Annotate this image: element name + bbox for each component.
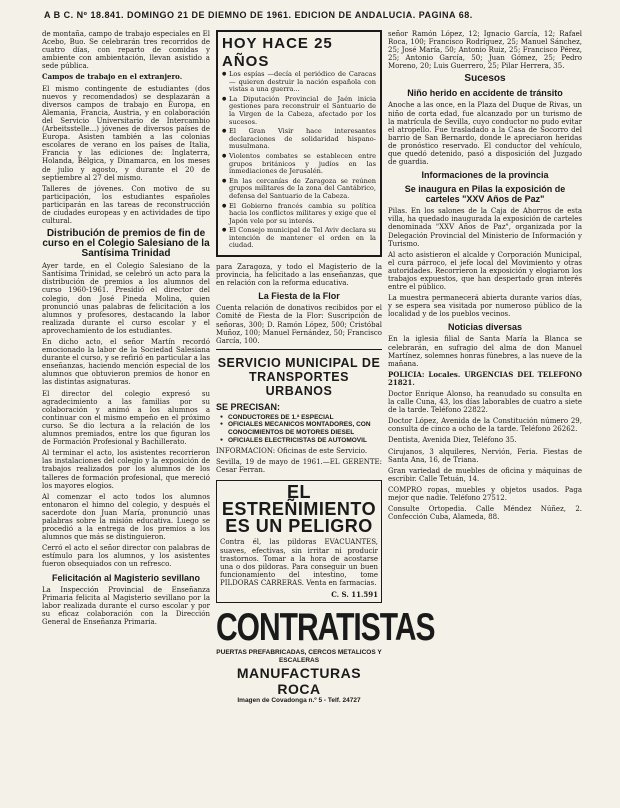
pilas-p3: La muestra permanecerá abierta durante varios días, y se espera sea visitada por numeroso público de la localidad y de los pueblos vecinos. [388,294,582,319]
contratistas-ad [216,606,435,705]
intro-text: de montaña, campo de trabajo especiales en El Acebo, Buo. Se celebrarán tres recorridos de cuatro días, con reparto de comidas y ambiente con ambientación, llevan asistido a sede pública. [42,30,210,71]
noticias-p5: Cirujanos, 3 alquileres, Nervión, Feria. Fiestas de Santa Ana, 16, de Triana. [388,447,582,464]
noticias-p3: Doctor López, Avenida de la Constitución número 29, consulta de cinco a ocho de la tarde. Teléfono 26262. [388,417,582,434]
distribucion-p6: Cerró el acto el señor director con palabras de estímulo para los alumnos, y los asistentes fueron obsequiados con un refresco. [42,544,210,569]
flor-intro: para Zaragoza, y todo el Magisterio de la provincia, ha felicitado a las enseñanzas, que en relación con la reforma educativa. [216,263,382,288]
contratistas-company: MANUFACTURAS ROCA [236,665,362,698]
campos-text: El mismo contingente de estudiantes (dos nuevos y recomendados) se desplazarán a diversos campos de trabajo en Europa, en Alemania, Francia, Austria, y en colaboración del Servicio Universitario de Intercambio (Arbeitsstelle...) jóvenes de diversos países de Europa. Asisten también a las colonias escolares de verano en los países de Italia, Francia y las ediciones de: Inglaterra, Holanda, Bélgica, y Dinamarca, en los meses de julio y agosto, y durante el 20 de septiembre al 27 del mismo. [42,84,210,182]
distribucion-p3: El director del colegio expresó su agradecimiento a las familias por su colaboración y animó a los alumnos a continuar con el mismo empeño en el próximo curso. Se dio lectura a la relación de los alumnos premiados, entre los que figuran los de Formación Profesional y Bachillerato. [42,389,210,447]
transportes-signature: Sevilla, 19 de mayo de 1961.—EL GERENTE: Cesar Ferran. [216,458,382,475]
estrenimiento-title: EL ESTREÑIMIENTO ES UN PELIGRO [221,482,377,537]
noticias-p6: Gran variedad de muebles de oficina y máquinas de escribir. Calle Tetuán, 14. [388,466,582,483]
contratistas-subtitle: PUERTAS PREFABRICADAS, CERCOS METALICOS Y ESCALERAS [216,649,382,665]
felicitacion-headline: Felicitación al Magisterio sevillano [51,572,201,583]
hoy-hace-item: ● El Consejo municipal de Tel Aviv declara su intención de mantener el orden en la ciudad. [222,227,376,250]
hoy-hace-list [222,71,376,250]
donativos-text: señor Ramón López, 12; Ignacio García, 12; Rafael Roca, 100; Francisco Rodríguez, 25; Manuel Sánchez, 25; José María, 50; Antonio Ruiz, 25; Francisco Pérez, 25; Antonio García, 50; Juan Gómez, 25; Pedro Moreno, 20; Luis Guerrero, 25; Pilar Herrera, 35. [388,30,582,71]
transportes-ad [216,356,382,475]
talleres-text: Talleres de jóvenes. Con motivo de su participación, los estudiantes españoles participarán en las tareas de reconstrucción de ciudades europeas y en actividades de tipo cultural. [42,184,210,226]
transportes-info: INFORMACION: Oficinas de este Servicio. [216,447,368,456]
distribucion-p1: Ayer tarde, en el Colegio Salesiano de la Santísima Trinidad, se celebró un acto para la distribución de premios a los alumnos del curso 1960-1961. Presidió el director del colegio, don José Pineda Molina, quien pronunció unas palabras de felicitación a los alumnos y profesores, destacando la labor realizada durante el curso escolar y el aprovechamiento de los estudiantes. [42,262,210,335]
transportes-item: ● CONDUCTORES DE 1.ª ESPECIAL [220,414,382,422]
flor-headline: La Fiesta de la Flor [258,291,340,302]
noticias-p1: En la iglesia filial de Santa María la Blanca se celebrarán, en sufragio del alma de don Manuel Martínez, solemnes honras fúnebres, a las nueve de la mañana. [388,335,582,368]
hoy-hace-item: ● Los espías —decía el periódico de Caracas— quieren destruir la nación española con vistas a una guerra... [222,71,376,94]
transportes-item: ● OFICIALES MECANICOS MONTADORES, CON CONOCIMIENTOS DE MOTORES DIESEL [220,421,382,436]
divider [216,349,382,350]
estrenimiento-ref: C. S. 11.591 [331,590,378,600]
distribucion-p5: Al comenzar el acto todos los alumnos entonaron el himno del colegio, y después el sacerdote don Juan María, pronunció unas palabras sobre la misión educativa. Luego se procedió a la entrega de los premios a los alumnos que más se distinguieron. [42,492,210,542]
estrenimiento-text: Contra él, las pildoras EVACUANTES, suaves, efectivas, sin irritar ni producir trastornos. Tomar a la hora de acostarse una o dos pildoras. Para conseguir un buen funcionamiento del intestino, tome PILDORAS CARRERAS. Venta en farmacias. [220,538,378,587]
hoy-hace-item: ● El Gran Visir hace interesantes declaraciones de solidaridad hispano-musulmana. [222,128,376,151]
transportes-title: SERVICIO MUNICIPAL DE TRANSPORTES URBANOS [217,355,381,398]
hoy-hace-item: ● En las cercanías de Zaragoza se reúnen grupos militares de la zona del Cantábrico, defensa del Santuario de la Cabeza. [222,178,376,201]
felicitacion-text: La Inspección Provincial de Enseñanza Primaria felicita al Magisterio sevillano por la labor realizada durante el curso escolar y por su eficaz colaboración con la Dirección General de Enseñanza Primaria. [42,585,210,626]
transportes-item: ● OFICIALES ELECTRICISTAS DE AUTOMOVIL [220,437,382,445]
hoy-hace-title: HOY HACE 25 AÑOS [222,35,333,70]
column-middle [216,30,435,800]
transportes-list [216,414,382,444]
pilas-p1: Pilas. En los salones de la Caja de Ahorros de esta villa, ha quedado inaugurada la exposición de carteles denominada "XXV Años de Paz", organizada por la Delegación Provincial del Ministerio de Información y Turismo. [388,207,582,248]
hoy-hace-box [216,30,382,257]
column-right [388,30,582,800]
column-left [42,30,210,800]
contratistas-title: CONTRATISTAS [216,606,435,650]
distribucion-p4: Al terminar el acto, los asistentes recorrieron las instalaciones del colegio y la exposición de trabajos realizados por los alumnos de los talleres de formación profesional, que mereció los mayores elogios. [42,449,210,490]
pilas-headline: Se inaugura en Pilas la exposición de carteles "XXV Años de Paz" [404,184,566,205]
distribucion-headline: Distribución de premios de fin de curso en el Colegio Salesiano de la Santísima Trinidad [42,228,210,260]
page-header: A B C. Nº 18.841. DOMINGO 21 DE DIEMNO DE 1961. EDICION DE ANDALUCIA. PAGINA 68. [44,10,473,20]
hoy-hace-item: ● El Gobierno francés cambia su política hacia los conflictos militares y exige que el Japón vele por su interés. [222,203,376,226]
transportes-subtitle: SE PRECISAN: [216,401,281,412]
pilas-p2: Al acto asistieron el alcalde y Corporación Municipal, el cura párroco, el jefe local del Movimiento y otras autoridades. Recorrieron la exposición y elogiaron los trabajos expuestos, que han despertado gran interés entre el público. [388,250,582,292]
provincia-headline: Informaciones de la provincia [421,170,549,181]
estrenimiento-ad [216,480,382,603]
noticias-p7: COMPRO ropas, muebles y objetos usados. Paga mejor que nadie. Teléfono 27512. [388,485,582,503]
noticias-p2: Doctor Enrique Alonso, ha reanudado su consulta en la calle Cuna, 43, los días laborables de cuatro a siete de la tarde. Teléfono 22822. [388,390,582,415]
nino-headline: Niño herido en accidente de tránsito [407,88,563,99]
noticias-p4: Dentista, Avenida Diez, Teléfono 35. [388,436,517,445]
nino-text: Anoche a las once, en la Plaza del Duque de Rivas, un niño de corta edad, fue alcanzado por un turismo de la matrícula de Sevilla, cuyo conductor no pudo evitar el atropello. Fue trasladado a la Casa de Socorro del barrio de San Bernardo, donde le apreciaron heridas de pronóstico reservado. El conductor del vehículo, que quedó detenido, pasó a disposición del Juzgado de guardia. [388,101,582,167]
contratistas-address: Imagen de Covadonga n.º 5 - Telf. 24727 [237,697,361,705]
sucesos-headline: Sucesos [464,73,506,85]
policia-text: POLICIA: Locales. URGENCIAS DEL TELEFONO 21821. [388,369,582,387]
distribucion-p2: En dicho acto, el señor Martín recordó emocionado la labor de la Sociedad Salesiana durante el curso, y se refirió en particular a las enseñanzas, haciendo mención especial de los alumnos que obtuvieron premios de honor en las distintas asignaturas. [42,338,210,387]
campos-title: Campos de trabajo en el extranjero. [42,72,183,82]
noticias-p8: Consulte Ortopedia. Calle Méndez Núñez, 2. Confección Cuba, Alameda, 88. [388,505,582,522]
noticias-headline: Noticias diversas [447,322,523,333]
flor-text: Cuenta relación de donativos recibidos por el Comité de Fiesta de la Flor: Suscripción de señoras, 300; D. Ramón López, 500; Cristóbal Muñoz, 100; Manuel Fernández, 50; Francisco García, 100. [216,304,382,345]
hoy-hace-item: ● La Diputación Provincial de Jaén inicia gestiones para reconstruir el Santuario de la Virgen de la Cabeza, afectado por los sucesos. [222,96,376,126]
hoy-hace-item: ● Violentos combates se establecen entre grupos británicos y judíos en las inmediaciones de Jerusalén. [222,153,376,176]
